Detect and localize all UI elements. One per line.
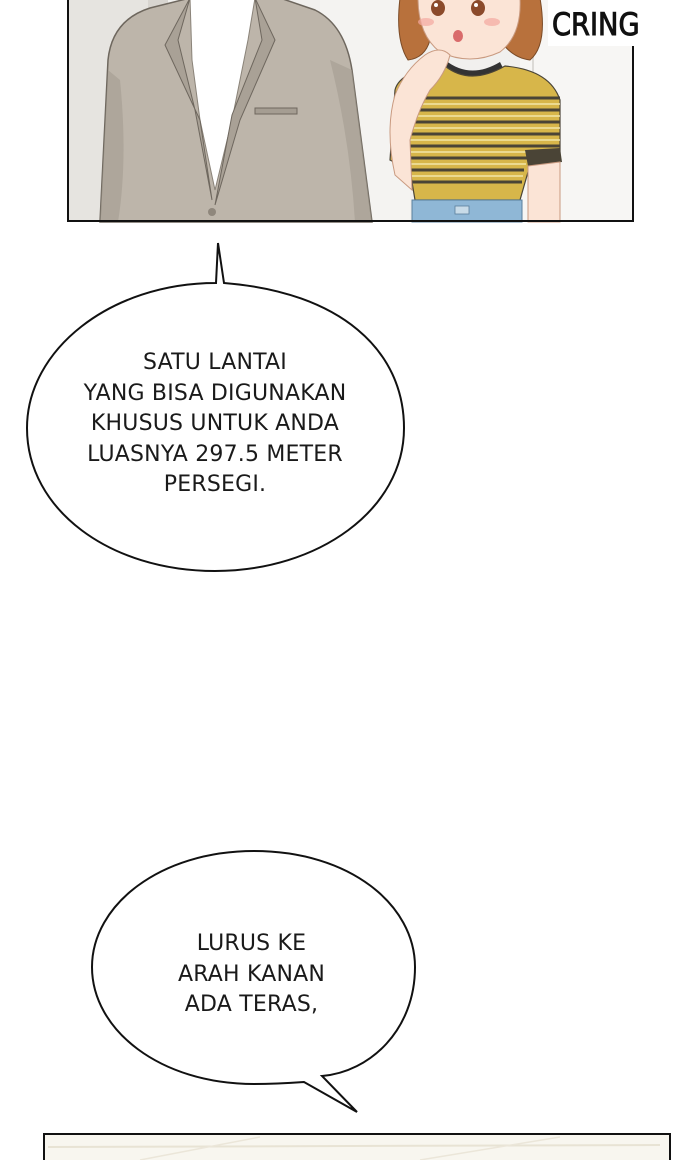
panel-bottom-artwork [0,1125,700,1160]
bubble-1-line-3: KHUSUS UNTUK ANDA [90,411,340,436]
bubble-1-line-4: LUASNYA 297.5 METER [87,441,343,467]
bubble-1-line-1: SATU LANTAI [143,350,287,375]
bubble-1-line-2: YANG BISA DIGUNAKAN [83,380,347,406]
bubble-1-line-5: PERSEGI. [163,472,267,497]
bubble-2-line-2: ARAH KANAN [177,961,326,987]
speech-bubble-2-text [100,929,403,1021]
bubble-2-line-3: ADA TERAS, [184,992,319,1017]
sound-effect-text: CRING [552,7,640,43]
comic-panel-bottom [0,1125,700,1160]
bubble-2-line-1: LURUS KE [196,931,307,956]
